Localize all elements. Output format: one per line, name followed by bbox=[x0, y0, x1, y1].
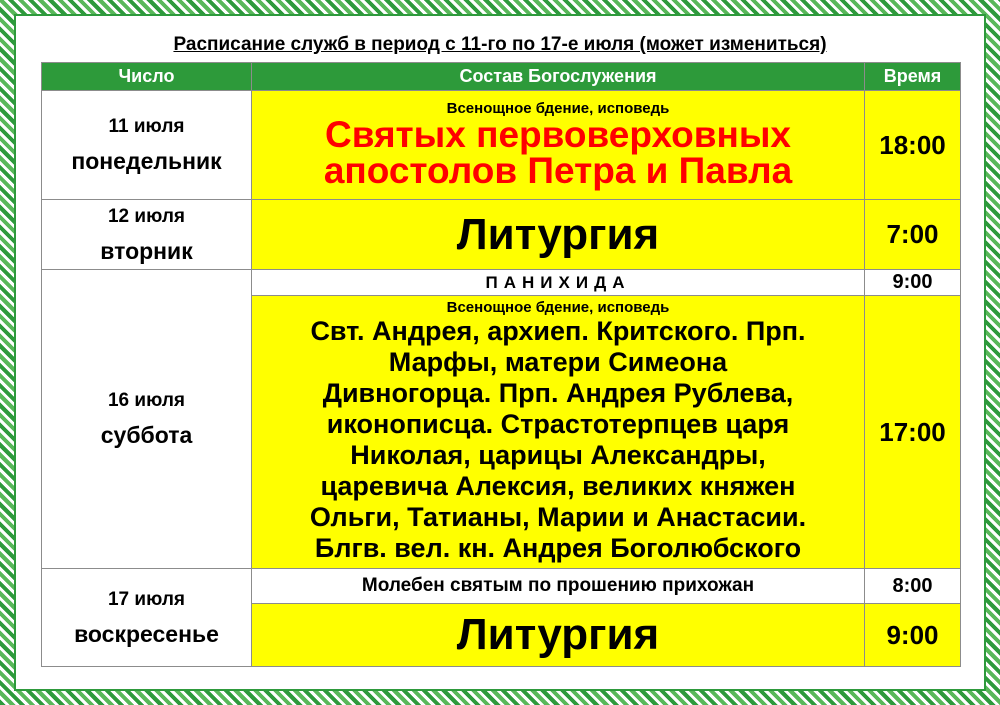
service-cell bbox=[252, 296, 865, 569]
panikhida-label: ПАНИХИДА bbox=[485, 272, 631, 292]
feast-title-line1: Святых первоверховных bbox=[324, 114, 791, 155]
date-cell bbox=[42, 91, 252, 200]
service-line: иконописца. Страстотерпцев царя bbox=[326, 409, 790, 439]
date-label: 17 июля bbox=[107, 588, 185, 610]
feast-title-line2: апостолов Петра и Павла bbox=[323, 150, 793, 191]
date-cell bbox=[42, 200, 252, 270]
service-line: Марфы, матери Симеона bbox=[388, 347, 728, 377]
weekday-label: воскресенье bbox=[74, 620, 219, 647]
weekday-label: понедельник bbox=[71, 148, 222, 174]
moleben-label: Молебен святым по прошению прихожан bbox=[361, 575, 755, 596]
date-label: 16 июля bbox=[107, 390, 185, 411]
time-cell: 9:00 bbox=[865, 604, 961, 667]
service-cell bbox=[252, 91, 865, 200]
table-row bbox=[42, 270, 961, 296]
weekday-label: вторник bbox=[100, 237, 193, 264]
column-header-time: Время bbox=[865, 63, 961, 91]
service-line: Ольги, Татианы, Марии и Анастасии. bbox=[309, 502, 807, 532]
table-row bbox=[42, 569, 961, 604]
date-label: 11 июля bbox=[108, 116, 185, 137]
panikhida-cell bbox=[252, 270, 865, 296]
column-header-service: Состав Богослужения bbox=[252, 63, 865, 91]
schedule-table bbox=[41, 62, 961, 667]
time-cell: 18:00 bbox=[865, 91, 961, 200]
service-cell bbox=[252, 200, 865, 270]
service-line: Николая, царицы Александры, bbox=[350, 440, 766, 470]
time-cell: 9:00 bbox=[865, 270, 961, 296]
service-title: Литургия bbox=[456, 209, 660, 259]
service-line: царевича Алексия, великих княжен bbox=[320, 471, 796, 501]
page-title: Расписание служб в период с 11-го по 17-е июля (может измениться) bbox=[173, 34, 827, 55]
time-cell: 17:00 bbox=[865, 296, 961, 569]
service-cell bbox=[252, 604, 865, 667]
table-row bbox=[42, 91, 961, 200]
service-line: Свт. Андрея, архиеп. Критского. Прп. bbox=[310, 316, 806, 346]
date-cell bbox=[42, 270, 252, 569]
column-header-date: Число bbox=[42, 63, 252, 91]
service-note: Всенощное бдение, исповедь bbox=[446, 299, 670, 316]
header-row bbox=[42, 63, 961, 91]
date-label: 12 июля bbox=[107, 205, 185, 227]
time-cell: 7:00 bbox=[865, 200, 961, 270]
service-title: Литургия bbox=[456, 610, 660, 659]
moleben-cell bbox=[252, 569, 865, 604]
service-note: Всенощное бдение, исповедь bbox=[446, 100, 670, 117]
weekday-label: суббота bbox=[100, 422, 193, 448]
service-line: Блгв. вел. кн. Андрея Боголюбского bbox=[314, 533, 802, 563]
table-row bbox=[42, 200, 961, 270]
date-cell bbox=[42, 569, 252, 667]
service-line: Дивногорца. Прп. Андрея Рублева, bbox=[322, 378, 794, 408]
time-cell: 8:00 bbox=[865, 569, 961, 604]
